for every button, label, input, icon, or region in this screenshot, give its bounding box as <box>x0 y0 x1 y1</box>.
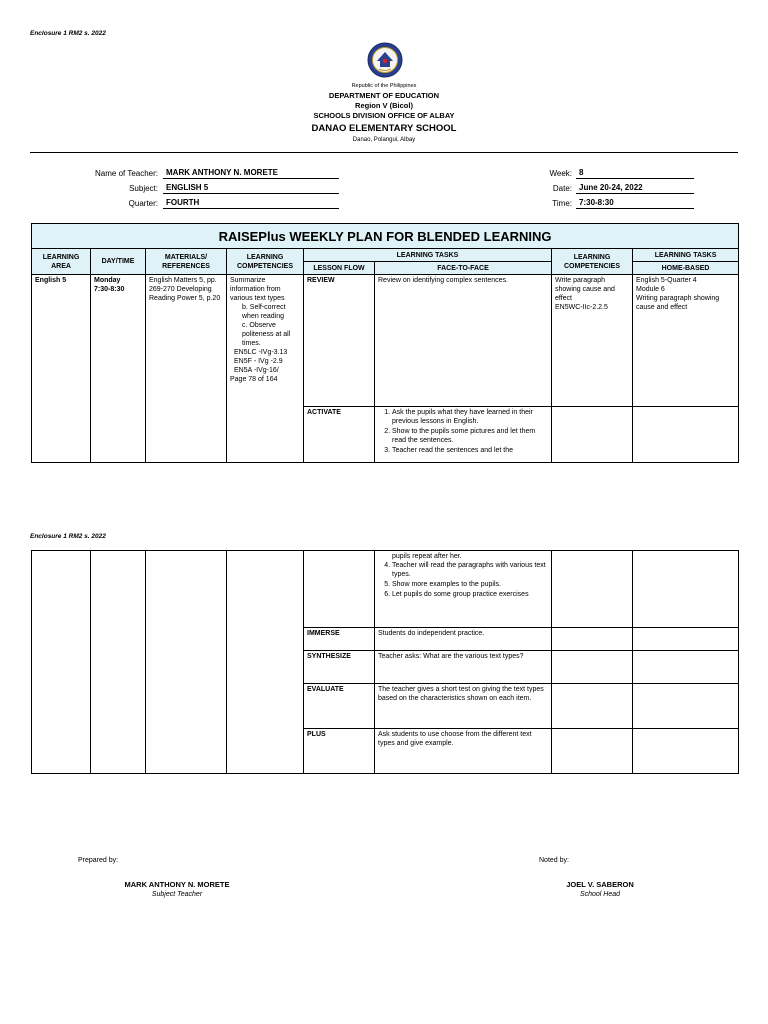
noted-by-label: Noted by: <box>539 857 569 864</box>
home-based-1: English 5-Quarter 4 <box>636 277 697 284</box>
weekly-plan-table <box>31 223 739 463</box>
empty-cell <box>552 684 633 729</box>
cell-day-time <box>91 275 146 463</box>
subject-label: Subject: <box>129 184 158 193</box>
empty-cell <box>552 628 633 651</box>
competency-3: c. Observe politeness at all times. <box>242 322 291 347</box>
cell-home-based <box>633 275 739 407</box>
empty-cell <box>227 551 304 774</box>
empty-cell <box>552 729 633 774</box>
flow-plus-text: Ask students to use choose from the different text types and give example. <box>375 729 552 774</box>
competency-2: b. Self-correct when reading <box>242 304 286 320</box>
cell-competencies <box>227 275 304 463</box>
flow-review-label: REVIEW <box>304 275 375 407</box>
plan-title: RAISEPlus WEEKLY PLAN FOR BLENDED LEARNING <box>32 224 739 249</box>
day-text: Monday <box>94 277 121 284</box>
flow-immerse-label: IMMERSE <box>304 628 375 651</box>
flow-activate-text <box>375 407 552 463</box>
header-face-to-face: FACE-TO-FACE <box>375 262 552 275</box>
noted-by-name: JOEL V. SABERON <box>566 880 634 889</box>
header-home-based: HOME-BASED <box>633 262 739 275</box>
flow-synthesize-text: Teacher asks: What are the various text types? <box>375 651 552 684</box>
quarter-field: FOURTH <box>163 198 339 209</box>
header-learning-area: LEARNING AREA <box>32 249 91 275</box>
header-competencies-2: LEARNING COMPETENCIES <box>552 249 633 275</box>
department-text: DEPARTMENT OF EDUCATION <box>328 91 440 100</box>
header-learning-tasks: LEARNING TASKS <box>304 249 552 262</box>
school-address: Danao, Polangui, Albay <box>352 137 416 143</box>
flow-activate-label: ACTIVATE <box>304 407 375 463</box>
enclosure-label-2: Enclosure 1 RM2 s. 2022 <box>30 533 106 540</box>
week-field: 8 <box>576 168 694 179</box>
empty-cell <box>552 551 633 628</box>
subject-field: ENGLISH 5 <box>163 183 339 194</box>
competency-code-3: EN5A -IVg-16/ <box>234 367 279 374</box>
empty-cell <box>91 551 146 774</box>
flow-immerse-text: Students do independent practice. <box>375 628 552 651</box>
activate-item-3: 3. Teacher read the sentences and let the <box>392 446 548 455</box>
teacher-field: MARK ANTHONY N. MORETE <box>163 168 339 179</box>
empty-cell <box>633 651 739 684</box>
flow-evaluate-text: The teacher gives a short test on giving the text types based on the characteristics shown on each item. <box>375 684 552 729</box>
competency-2-text: Write paragraph showing cause and effect <box>555 277 615 302</box>
header-materials: MATERIALS/ REFERENCES <box>146 249 227 275</box>
empty-cell <box>32 551 91 774</box>
prepared-by-role: Subject Teacher <box>151 891 203 898</box>
republic-text: Republic of the Philippines <box>351 83 417 89</box>
prepared-by-label: Prepared by: <box>78 857 119 864</box>
empty-cell <box>633 551 739 628</box>
activate-cont-text: pupils repeat after her. <box>392 553 462 560</box>
empty-cell <box>146 551 227 774</box>
empty-cell <box>633 628 739 651</box>
empty-cell <box>633 407 739 463</box>
division-text: SCHOOLS DIVISION OFFICE OF ALBAY <box>313 111 455 120</box>
activate-item-5: 5. Show more examples to the pupils. <box>392 580 548 589</box>
header-day-time: DAY/TIME <box>91 249 146 275</box>
time-label: Time: <box>552 199 572 208</box>
cell-materials: English Matters 5, pp. 269-270 Developing Reading Power 5, p.20 <box>146 275 227 463</box>
cell-competencies-2 <box>552 275 633 407</box>
page-indicator: Page 78 of 164 <box>230 376 278 383</box>
quarter-label: Quarter: <box>128 199 158 208</box>
empty-cell <box>552 651 633 684</box>
empty-cell <box>304 551 375 628</box>
region-text: Region V (Bicol) <box>355 101 413 110</box>
week-label: Week: <box>549 169 572 178</box>
flow-activate-continued <box>375 551 552 628</box>
empty-cell <box>633 684 739 729</box>
cell-learning-area: English 5 <box>32 275 91 463</box>
teacher-label: Name of Teacher: <box>95 169 158 178</box>
deped-seal-icon <box>367 42 403 78</box>
time-field: 7:30-8:30 <box>576 198 694 209</box>
header-competencies: LEARNING COMPETENCIES <box>227 249 304 275</box>
flow-synthesize-label: SYNTHESIZE <box>304 651 375 684</box>
header-lesson-flow: LESSON FLOW <box>304 262 375 275</box>
empty-cell <box>552 407 633 463</box>
activate-item-1: 1. Ask the pupils what they have learned in their previous lessons in English. <box>392 408 548 426</box>
activate-item-6: 6. Let pupils do some group practice exercises <box>392 590 548 599</box>
flow-review-text: Review on identifying complex sentences. <box>375 275 552 407</box>
competency-2-code: EN5WC-IIc-2.2.5 <box>555 304 608 311</box>
prepared-by-name: MARK ANTHONY N. MORETE <box>124 880 230 889</box>
competency-code-2: EN5F - IVg -2.9 <box>234 358 283 365</box>
home-based-2: Module 6 <box>636 286 665 293</box>
competency-1: Summarize information from various text types <box>230 277 285 302</box>
date-label: Date: <box>552 184 572 193</box>
noted-by-role: School Head <box>579 891 621 898</box>
empty-cell <box>633 729 739 774</box>
header-divider <box>30 152 738 153</box>
activate-item-4: 4. Teacher will read the paragraphs with various text types. <box>392 561 548 579</box>
school-name: DANAO ELEMENTARY SCHOOL <box>311 123 457 134</box>
weekly-plan-table-continued <box>31 550 739 774</box>
time-text: 7:30-8:30 <box>94 286 125 293</box>
enclosure-label: Enclosure 1 RM2 s. 2022 <box>30 30 106 37</box>
activate-item-2: 2. Show to the pupils some pictures and let them read the sentences. <box>392 427 548 445</box>
flow-evaluate-label: EVALUATE <box>304 684 375 729</box>
flow-plus-label: PLUS <box>304 729 375 774</box>
header-learning-tasks-2: LEARNING TASKS <box>633 249 739 262</box>
home-based-3: Writing paragraph showing cause and effect <box>636 295 720 311</box>
competency-code-1: EN5LC -IVg-3.13 <box>234 349 288 356</box>
date-field: June 20-24, 2022 <box>576 183 694 194</box>
